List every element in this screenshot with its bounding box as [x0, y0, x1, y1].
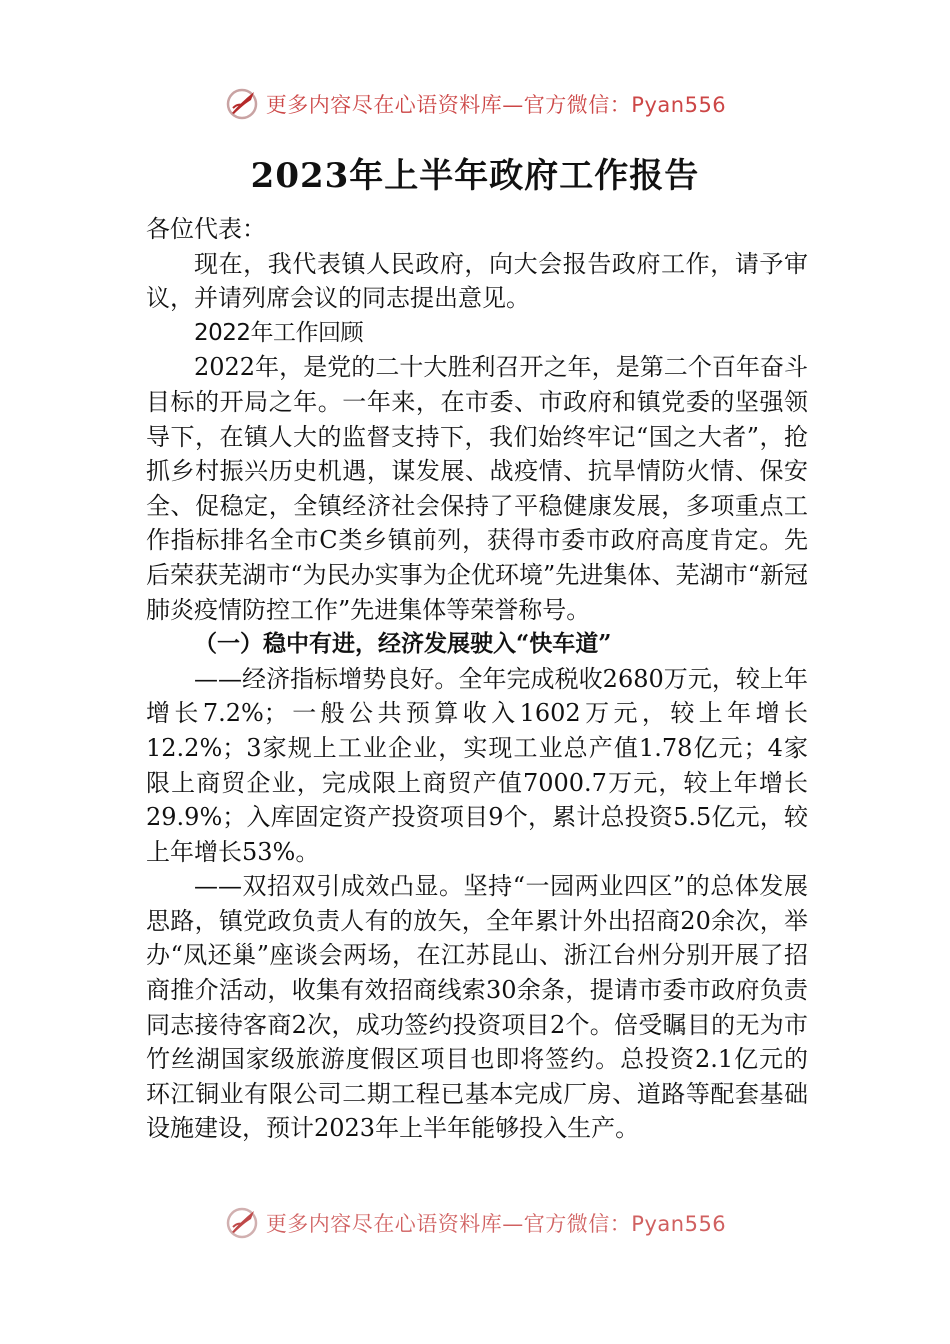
watermark-footer [0, 1203, 950, 1243]
document-title: 2023年上半年政府工作报告 [250, 156, 700, 196]
pen-logo-icon [224, 1205, 260, 1241]
section-heading: 2022年工作回顾 [194, 319, 364, 346]
watermark-text: 更多内容尽在心语资料库—官方微信：Pyan556 [265, 93, 727, 117]
salutation: 各位代表： [146, 215, 266, 243]
document-body [146, 212, 808, 1146]
watermark-text: 更多内容尽在心语资料库—官方微信：Pyan556 [265, 1212, 727, 1236]
sub-paragraph-investment: ——双招双引成效凸显。坚持“一园两业四区”的总体发展思路，镇党政负责人有的放矢，全年累计外出招商20余次，举办“凤还巢”座谈会两场，在江苏昆山、浙江台州分别开展了招商推介活动，收集有效招商线索30余条，提请市委市政府负责同志接待客商2次，成功签约投资项目2个。倍受瞩目的无为市竹丝湖国家级旅游度假区项目也即将签约。总投资2.1亿元的环江铜业有限公司二期工程已基本完成厂房、道路等配套基础设施建设，预计2023年上半年能够投入生产。 [146, 872, 808, 1143]
watermark-header [0, 84, 950, 124]
pen-logo-icon [224, 86, 260, 122]
intro-paragraph: 现在，我代表镇人民政府，向大会报告政府工作，请予审议，并请列席会议的同志提出意见。 [146, 249, 808, 313]
sub-paragraph-economy: ——经济指标增势良好。全年完成税收2680万元，较上年增长7.2%；一般公共预算收入1602万元，较上年增长12.2%；3家规上工业企业，实现工业总产值1.78亿元；4家限上商贸企业，完成限上商贸产值7000.7万元，较上年增长29.9%；入库固定资产投资项目9个，累计总投资5.5亿元，较上年增长53%。 [146, 664, 808, 866]
body-paragraph: 2022年，是党的二十大胜利召开之年，是第二个百年奋斗目标的开局之年。一年来，在市委、市政府和镇党委的坚强领导下，在镇人大的监督支持下，我们始终牢记“国之大者”，抢抓乡村振兴历史机遇，谋发展、战疫情、抗旱情防火情、保安全、促稳定，全镇经济社会保持了平稳健康发展，多项重点工作指标排名全市C类乡镇前列，获得市委市政府高度肯定。先后荣获芜湖市“为民办实事为企优环境”先进集体、芜湖市“新冠肺炎疫情防控工作”先进集体等荣誉称号。 [146, 353, 808, 624]
sub-heading: （一）稳中有进，经济发展驶入“快车道” [194, 630, 612, 658]
